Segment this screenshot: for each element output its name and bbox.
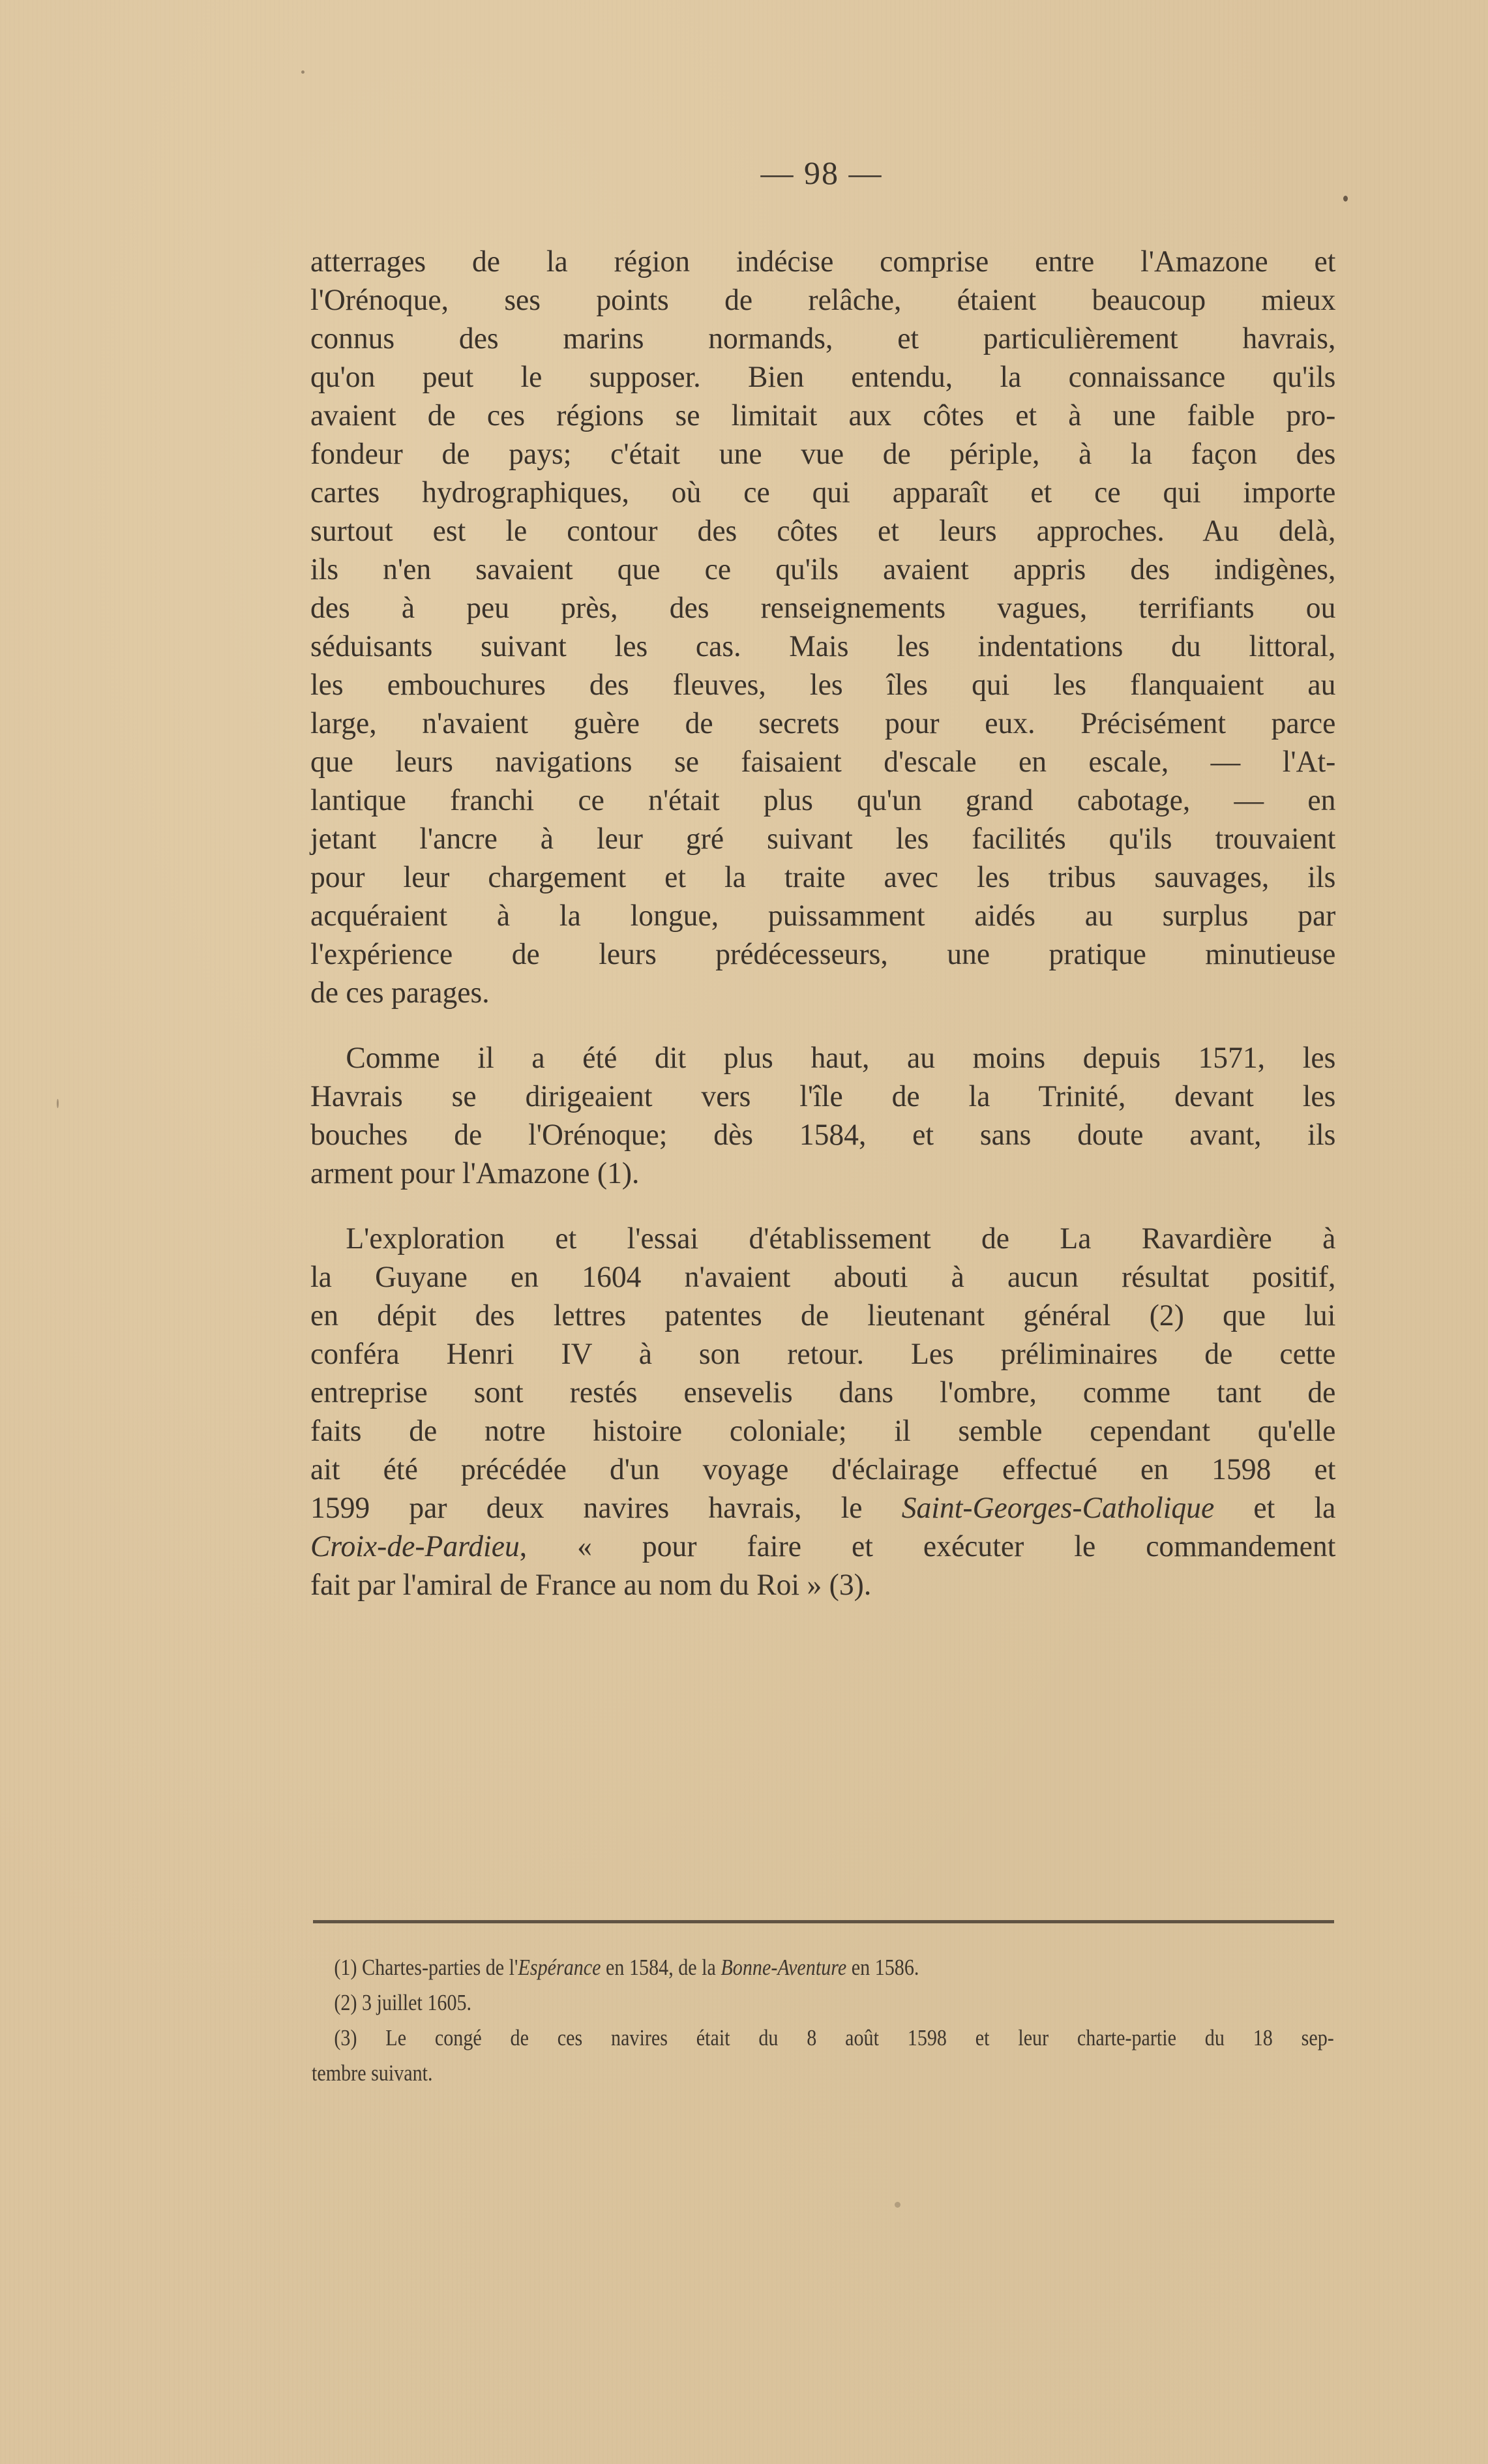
- footnote-2: [312, 1985, 1191, 2021]
- text-line: l'Orénoque, ses points de relâche, étaient beaucoup mieux: [310, 283, 1336, 317]
- text-line: ils n'en savaient que ce qu'ils avaient appris des indigènes,: [310, 552, 1336, 586]
- text-run: et la: [1214, 1491, 1336, 1525]
- ship-name: Bonne-Aventure: [721, 1955, 847, 1980]
- text-line: Havrais se dirigeaient vers l'île de la Trinité, devant les: [310, 1079, 1336, 1113]
- text-line: ait été précédée d'un voyage d'éclairage effectué en 1598 et: [310, 1452, 1336, 1486]
- footnotes: [312, 1950, 1334, 2091]
- text-line: que leurs navigations se faisaient d'escale en escale, — l'At-: [310, 745, 1336, 779]
- paragraph-gap: [310, 1193, 1335, 1220]
- text-run: Chartes-parties de l': [357, 1955, 518, 1980]
- text-run: en 1584, de la: [601, 1955, 721, 1980]
- text-line: séduisants suivant les cas. Mais les indentations du littoral,: [310, 629, 1336, 663]
- footnote-3-continuation: tembre suivant.: [312, 2060, 433, 2086]
- text-line: connus des marins normands, et particulièrement havrais,: [310, 322, 1336, 355]
- text-line: [310, 1527, 1335, 1566]
- footnote-3: [312, 2021, 1334, 2056]
- text-run: en 1586.: [846, 1955, 919, 1980]
- footnote-marker: (1): [334, 1955, 357, 1980]
- text-line: Comme il a été dit plus haut, au moins depuis 1571, les: [346, 1041, 1336, 1075]
- text-run: , « pour faire et exécuter le commandement: [519, 1529, 1336, 1563]
- footnote-separator: [313, 1920, 1334, 1923]
- text-line: fait par l'amiral de France au nom du Roi » (3).: [310, 1568, 872, 1602]
- text-line: acquéraient à la longue, puissamment aidés au surplus par: [310, 899, 1336, 933]
- paper-speck: [57, 1099, 59, 1108]
- ship-name: Espérance: [518, 1955, 601, 1980]
- text-line: des à peu près, des renseignements vagues, terrifiants ou: [310, 591, 1336, 625]
- text-line: jetant l'ancre à leur gré suivant les facilités qu'ils trouvaient: [310, 822, 1336, 856]
- text-line: large, n'avaient guère de secrets pour eux. Précisément parce: [310, 706, 1336, 740]
- text-line: avaient de ces régions se limitait aux côtes et à une faible pro-: [310, 398, 1336, 432]
- ship-name: Croix-de-Pardieu: [310, 1529, 520, 1563]
- page-number: — 98 —: [760, 155, 883, 191]
- body-text: [310, 243, 1335, 1604]
- text-line: qu'on peut le supposer. Bien entendu, la connaissance qu'ils: [310, 360, 1336, 394]
- text-line: surtout est le contour des côtes et leurs approches. Au delà,: [310, 514, 1336, 548]
- text-line: atterrages de la région indécise comprise entre l'Amazone et: [310, 245, 1336, 278]
- text-line: les embouchures des fleuves, les îles qui les flanquaient au: [310, 668, 1336, 702]
- text-line: L'exploration et l'essai d'établissement de La Ravardière à: [346, 1222, 1336, 1255]
- text-line: cartes hydrographiques, où ce qui apparaît et ce qui importe: [310, 475, 1336, 509]
- text-run: 1599 par deux navires havrais, le: [310, 1491, 902, 1525]
- text-line: de ces parages.: [310, 976, 490, 1010]
- text-line: entreprise sont restés ensevelis dans l'ombre, comme tant de: [310, 1375, 1336, 1409]
- paper-speck: [895, 2202, 900, 2208]
- text-line: fondeur de pays; c'était une vue de périple, à la façon des: [310, 437, 1336, 471]
- text-line: la Guyane en 1604 n'avaient abouti à aucun résultat positif,: [310, 1260, 1336, 1294]
- text-line: bouches de l'Orénoque; dès 1584, et sans doute avant, ils: [310, 1118, 1336, 1152]
- text-line: pour leur chargement et la traite avec les tribus sauvages, ils: [310, 860, 1336, 894]
- paper-speck: [1343, 196, 1348, 202]
- text-run: Le congé de ces navires était du 8 août 1598 et leur charte-partie du 18 sep-: [357, 2025, 1334, 2051]
- text-line: l'expérience de leurs prédécesseurs, une pratique minutieuse: [310, 937, 1336, 971]
- paragraph-gap: [310, 1012, 1335, 1039]
- text-run: 3 juillet 1605.: [357, 1990, 472, 2015]
- text-line: [310, 1489, 1335, 1527]
- footnote-marker: (2): [334, 1990, 357, 2015]
- footnote-marker: (3): [334, 2025, 357, 2051]
- paragraph-3: [310, 1220, 1335, 1604]
- footnote-1: [312, 1950, 1191, 1985]
- text-line: faits de notre histoire coloniale; il semble cependant qu'elle: [310, 1414, 1336, 1448]
- paragraph-1: [310, 243, 1335, 1012]
- text-line: arment pour l'Amazone (1).: [310, 1156, 640, 1190]
- paragraph-2: [310, 1039, 1335, 1193]
- text-line: en dépit des lettres patentes de lieutenant général (2) que lui: [310, 1299, 1336, 1332]
- ship-name: Saint-Georges-Catholique: [901, 1491, 1215, 1525]
- text-line: lantique franchi ce n'était plus qu'un grand cabotage, — en: [310, 783, 1336, 817]
- text-line: conféra Henri IV à son retour. Les préliminaires de cette: [310, 1337, 1336, 1371]
- paper-speck: [301, 70, 305, 74]
